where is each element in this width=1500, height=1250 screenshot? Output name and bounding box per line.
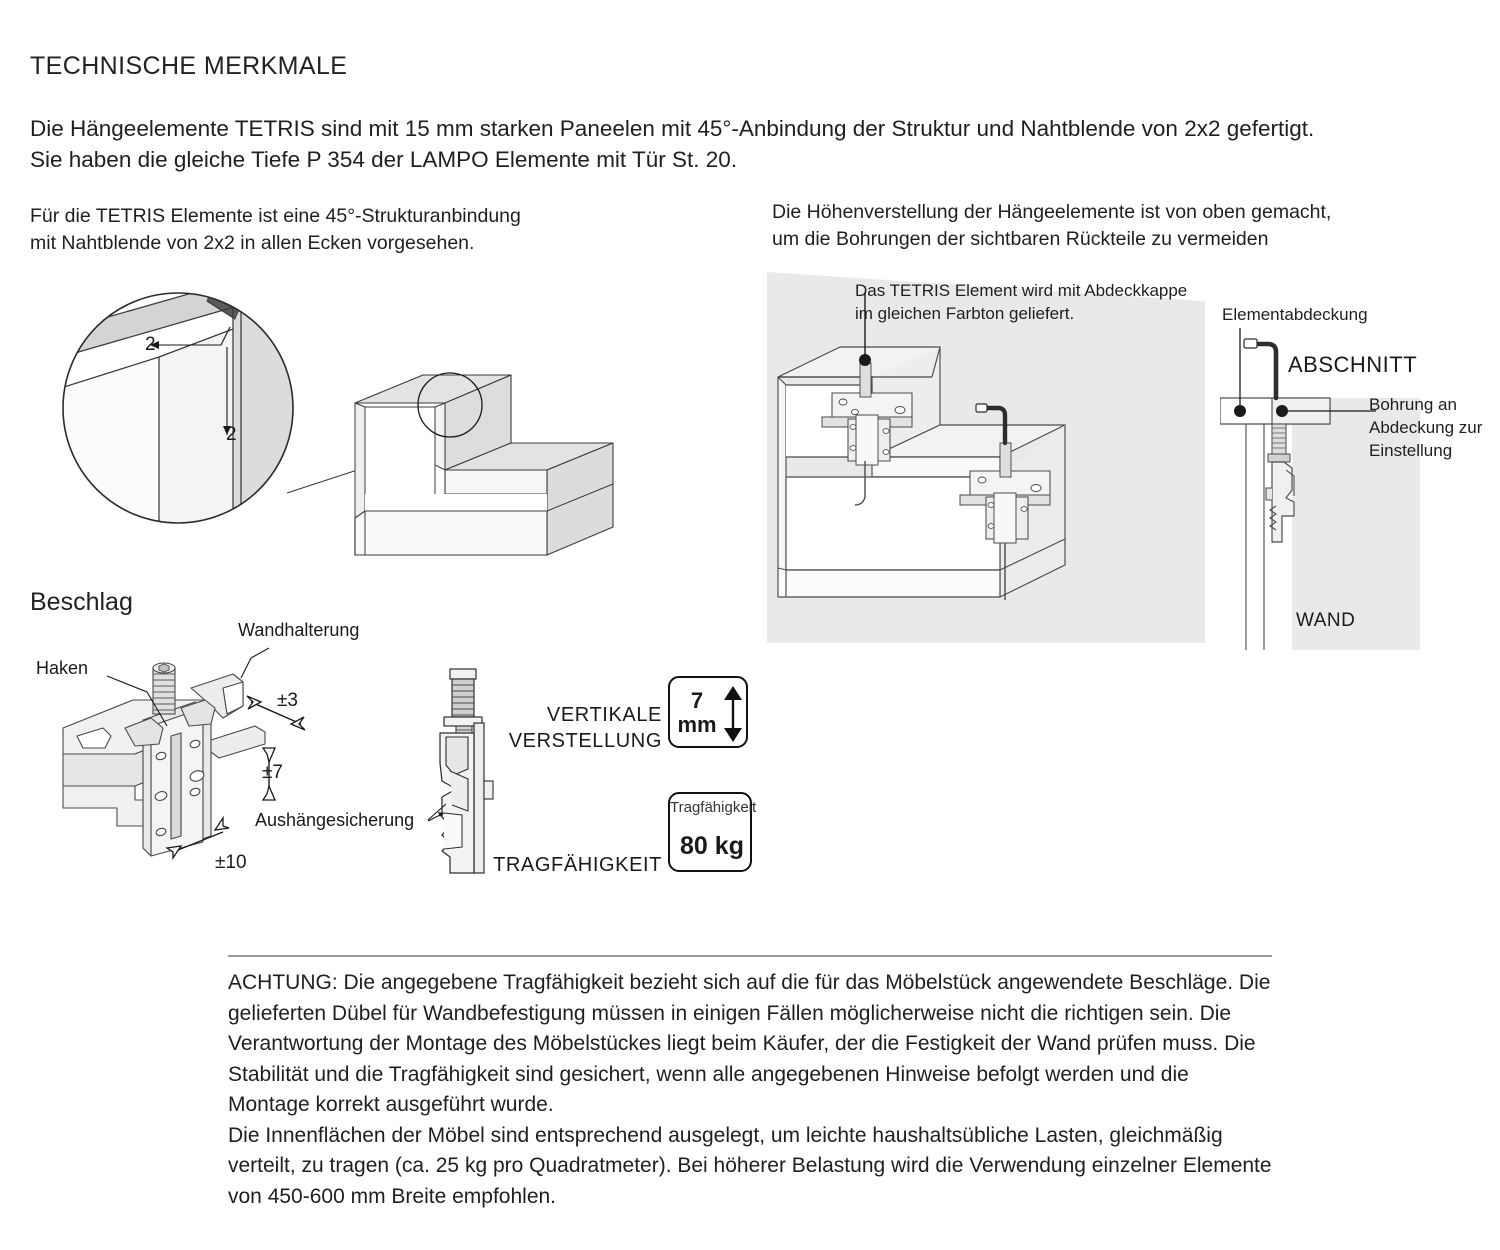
- dimension-plusminus-10: ±10: [215, 852, 247, 873]
- dimension-label-side: 2: [226, 424, 237, 445]
- callout-dot-upper: [859, 354, 871, 366]
- bracket-exploded-diagram: [55, 640, 355, 875]
- callout-bohrung-line-2: Abdeckung zur: [1369, 418, 1483, 437]
- badge-load-value: 80 kg: [680, 832, 744, 860]
- badge-vertical-adjustment: [668, 676, 748, 748]
- callout-bohrung: [1369, 393, 1500, 462]
- badge-vertical-value: 7: [690, 688, 704, 713]
- warning-text: [228, 968, 1276, 1212]
- label-wandhalterung: Wandhalterung: [238, 620, 360, 640]
- callout-bohrung-line-1: Bohrung an: [1369, 395, 1457, 414]
- label-abschnitt: ABSCHNITT: [1288, 352, 1418, 377]
- corner-detail-diagram: [55, 265, 675, 565]
- badge-load-caption: Tragfähigkeit: [670, 799, 757, 816]
- aushaengesicherung-leader: [416, 800, 446, 840]
- callout-tetris-line-1: Das TETRIS Element wird mit Abdeckkappe: [855, 281, 1188, 300]
- intro-line-1: Die Hängeelemente TETRIS sind mit 15 mm starken Paneelen mit 45°-Anbindung der Struktur und Nahtblende von 2x2 gefertigt.: [30, 116, 1315, 141]
- cabinet-iso: [355, 373, 613, 555]
- label-haken: Haken: [36, 658, 89, 678]
- label-wand: WAND: [1296, 610, 1356, 631]
- callout-tetris-cap: [855, 279, 1255, 325]
- badge-vertical-text: [676, 689, 718, 737]
- right-section-subhead: [772, 199, 1452, 253]
- vertical-double-arrow-icon: [720, 684, 746, 744]
- callout-dot-cover: [1234, 405, 1246, 417]
- left-subhead-line-2: mit Nahtblende von 2x2 in allen Ecken vorgesehen.: [30, 232, 475, 254]
- intro-line-2: Sie haben die gleiche Tiefe P 354 der LAMPO Elemente mit Tür St. 20.: [30, 147, 738, 172]
- left-subhead-line-1: Für die TETRIS Elemente ist eine 45°-Strukturanbindung: [30, 205, 521, 227]
- label-aushaengesicherung: Aushängesicherung: [255, 810, 415, 830]
- label-vertikale-verstellung: [500, 702, 662, 754]
- badge-vertical-unit: mm: [677, 712, 717, 737]
- callout-bohrung-line-3: Einstellung: [1369, 441, 1453, 460]
- intro-paragraph: [30, 113, 1430, 175]
- callout-tetris-line-2: im gleichen Farbton geliefert.: [855, 304, 1075, 323]
- bracket-section-diagram: [428, 665, 548, 880]
- right-subhead-line-1: Die Höhenverstellung der Hängeelemente ist von oben gemacht,: [772, 201, 1332, 223]
- section-divider: [228, 955, 1272, 957]
- badge-load-capacity: [668, 792, 757, 872]
- label-elementabdeckung: Elementabdeckung: [1222, 305, 1368, 324]
- page-title: TECHNISCHE MERKMALE: [30, 52, 348, 80]
- label-tragfaehigkeit: TRAGFÄHIGKEIT: [493, 854, 662, 876]
- dimension-plusminus-7: ±7: [262, 762, 283, 783]
- spec-vertical-line-1: VERTIKALE: [546, 704, 662, 726]
- warning-paragraph-2: Die Innenflächen der Möbel sind entsprechend ausgelegt, um leichte haushaltsübliche Lasten, gleichmäßig verteilt, zu tragen (ca. 25 kg pro Quadratmeter). Bei höherer Belastung wird die Verwendung einzelner Elemente von 450-600 mm Breite empfohlen.: [228, 1123, 1272, 1208]
- spec-vertical-line-2: VERSTELLUNG: [508, 730, 662, 752]
- dimension-plusminus-3: ±3: [277, 690, 298, 711]
- beschlag-heading: Beschlag: [30, 588, 133, 616]
- dimension-label-top: 2: [145, 334, 156, 355]
- right-subhead-line-2: um die Bohrungen der sichtbaren Rückteile zu vermeiden: [772, 228, 1269, 250]
- warning-paragraph-1: ACHTUNG: Die angegebene Tragfähigkeit bezieht sich auf die für das Möbelstück angewendete Beschläge. Die gelieferten Dübel für Wandbefestigung müssen in einigen Fällen möglicherweise nicht die richtigen sein. Die Verantwortung der Montage des Möbelstückes liegt beim Käufer, der die Festigkeit der Wand prüfen muss. Die Stabilität und die Tragfähigkeit sind gesichert, wenn alle angegebenen Hinweise befolgt werden und die Montage korrekt ausgeführt wurde.: [228, 971, 1271, 1116]
- left-section-subhead: [30, 203, 670, 257]
